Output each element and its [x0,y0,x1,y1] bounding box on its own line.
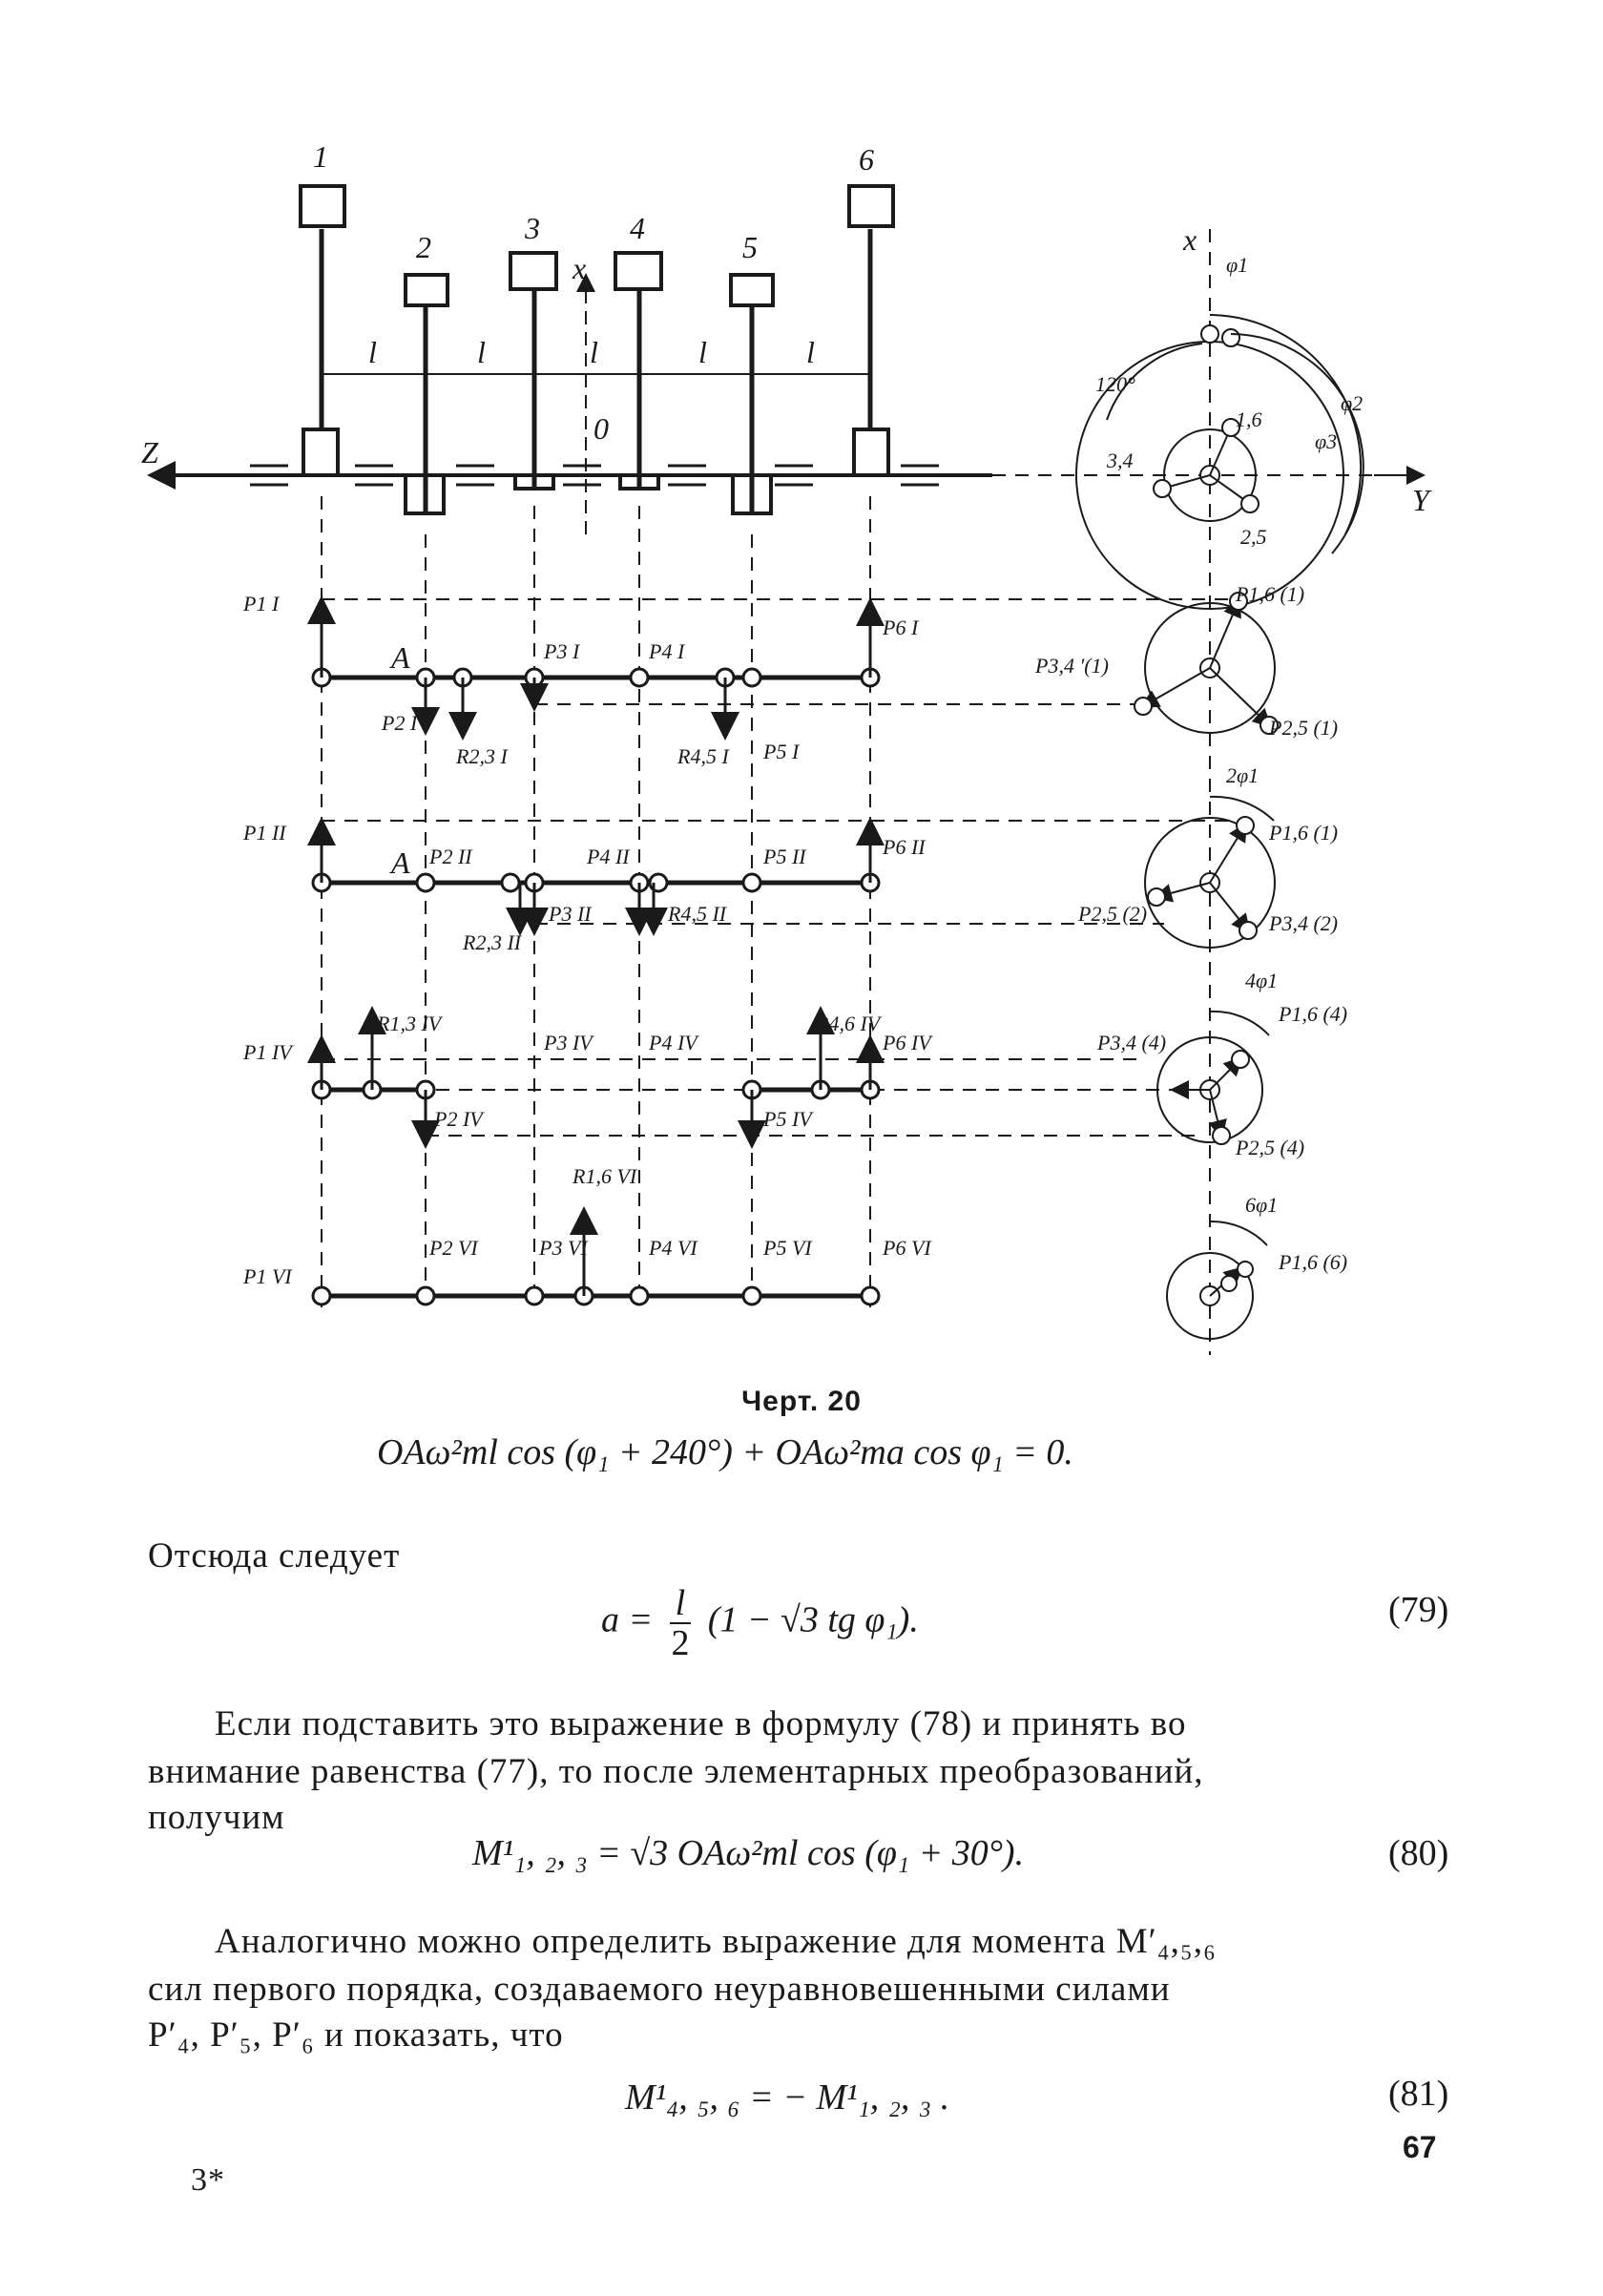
label-p2-iv: P2 IV [434,1107,483,1131]
label-r16-vi: R1,6 VI [572,1164,637,1188]
label-r23-ii: R2,3 II [463,930,522,954]
equation-1: OAω²ml cos (φ₁ + 240°) + OAω²ma cos φ₁ = 0. [377,1432,1073,1472]
label-p16-4: P1,6 (4) [1279,1002,1348,1026]
label-p34-4: P3,4 (4) [1097,1031,1167,1054]
label-p25-4: P2,5 (4) [1236,1136,1305,1159]
equation-80-number: (80) [1388,1833,1449,1873]
para3-line3: P′₄, P′₅, P′₆ и показать, что [148,2015,564,2055]
equation-81: M¹₄, ₅, ₆ = − M¹₁, ₂, ₃ . [625,2077,950,2118]
star-label-phi1: φ1 [1226,253,1249,277]
star-label-25: 2,5 [1240,525,1267,549]
dim-l-2: l [477,335,486,369]
label-r13-iv: R1,3 IV [377,1012,442,1035]
label-r23-i: R2,3 I [456,744,508,768]
figure-caption: Черт. 20 [741,1386,862,1417]
eq79-frac-num: l [670,1584,692,1624]
label-p1-iv: P1 IV [243,1040,292,1064]
eq79-rhs: (1 − √3 tg φ₁). [707,1599,919,1640]
label-p2-ii: P2 II [429,845,472,868]
star-label-6phi: 6φ1 [1245,1193,1279,1217]
label-p6-i: P6 I [883,616,919,639]
label-p3-i: P3 I [544,639,580,663]
star-diagram-2 [1135,593,1278,734]
point-a-label-1: A [391,640,410,675]
star-x-label: x [1183,222,1197,257]
label-p4-iv: P4 IV [649,1031,697,1054]
label-p34-2: P3,4 (2) [1269,911,1339,935]
label-p5-ii: P5 II [763,845,806,868]
label-p5-iv: P5 IV [763,1107,812,1131]
star-label-120: 120° [1095,372,1135,396]
para2-line3: получим [148,1798,285,1837]
axis-z-label: Z [141,435,158,470]
label-p6-vi: P6 VI [883,1236,931,1260]
cyl-label-5: 5 [742,230,758,264]
para3-line1: Аналогично можно определить выражение для момента M′₄,₅,₆ [215,1922,1217,1961]
label-p1-i: P1 I [243,592,280,616]
label-p16-6: P1,6 (6) [1279,1250,1348,1274]
star-label-phi3: φ3 [1315,429,1338,453]
cyl-label-2: 2 [416,230,431,264]
label-p34-1: P3,4 ′(1) [1035,654,1109,678]
cyl-label-4: 4 [630,211,645,245]
star-diagram-4 [1157,1012,1269,1144]
cyl-label-1: 1 [313,139,328,174]
signature-mark: 3* [191,2162,225,2198]
label-p3-ii: P3 II [549,902,592,926]
star-label-16: 1,6 [1236,407,1262,431]
label-r45-ii: R4,5 II [668,902,727,926]
para2-line2: внимание равенства (77), то после элементарных преобразований, [148,1752,1204,1791]
label-p25-2: P2,5 (2) [1078,902,1148,926]
label-p4-i: P4 I [649,639,685,663]
star-label-4phi: 4φ1 [1245,969,1279,992]
order-rows [322,678,870,1296]
star-label-34: 3,4 [1107,449,1134,472]
equation-81-number: (81) [1388,2074,1449,2114]
label-p1-vi: P1 VI [243,1264,292,1288]
label-p4-vi: P4 VI [649,1236,697,1260]
row-nodes [313,669,879,1305]
dim-l-3: l [590,335,598,369]
label-p1-ii: P1 II [243,821,286,845]
para2-line1: Если подставить это выражение в формулу (78) и принять во [215,1704,1187,1743]
axis-x-label: x [572,251,587,285]
label-p6-iv: P6 IV [883,1031,931,1054]
label-p5-vi: P5 VI [763,1236,812,1260]
star-label-2phi: 2φ1 [1226,763,1260,787]
dim-l-1: l [368,335,377,369]
force-arrows [322,601,870,1296]
page-number: 67 [1403,2130,1437,2164]
cyl-label-3: 3 [525,211,540,245]
star-label-phi2: φ2 [1341,391,1364,415]
axis-o-label: 0 [593,411,609,446]
eq79-lhs: a = [601,1599,654,1640]
label-p4-ii: P4 II [587,845,630,868]
cyl-label-6: 6 [859,142,874,177]
label-p16-2: P1,6 (1) [1269,821,1339,845]
star-diagram-5 [1167,1221,1267,1339]
label-r45-i: R4,5 I [677,744,729,768]
dim-l-5: l [806,335,815,369]
pistons [301,186,893,305]
equation-79 [601,1584,919,1662]
point-a-label-2: A [391,845,410,880]
label-p16-1: P1,6 (1) [1236,582,1305,606]
label-p2-i: P2 I [382,711,418,735]
label-p5-i: P5 I [763,740,800,763]
connecting-rods [322,229,870,513]
label-p3-vi: P3 VI [539,1236,588,1260]
equation-79-number: (79) [1388,1590,1449,1630]
eq79-fraction [670,1584,692,1662]
label-p3-iv: P3 IV [544,1031,593,1054]
eq79-frac-den: 2 [671,1623,690,1663]
label-r46-iv: R4,6 IV [816,1012,881,1035]
equation-80: M¹₁, ₂, ₃ = √3 OAω²ml cos (φ₁ + 30°). [472,1833,1025,1873]
label-p2-vi: P2 VI [429,1236,478,1260]
label-p6-ii: P6 II [883,835,926,859]
label-p25-1: P2,5 (1) [1269,716,1339,740]
axis-y-label: Y [1412,483,1429,517]
para3-line2: сил первого порядка, создаваемого неуравновешенными силами [148,1970,1171,2009]
para-hence: Отсюда следует [148,1536,401,1576]
dim-l-4: l [698,335,707,369]
